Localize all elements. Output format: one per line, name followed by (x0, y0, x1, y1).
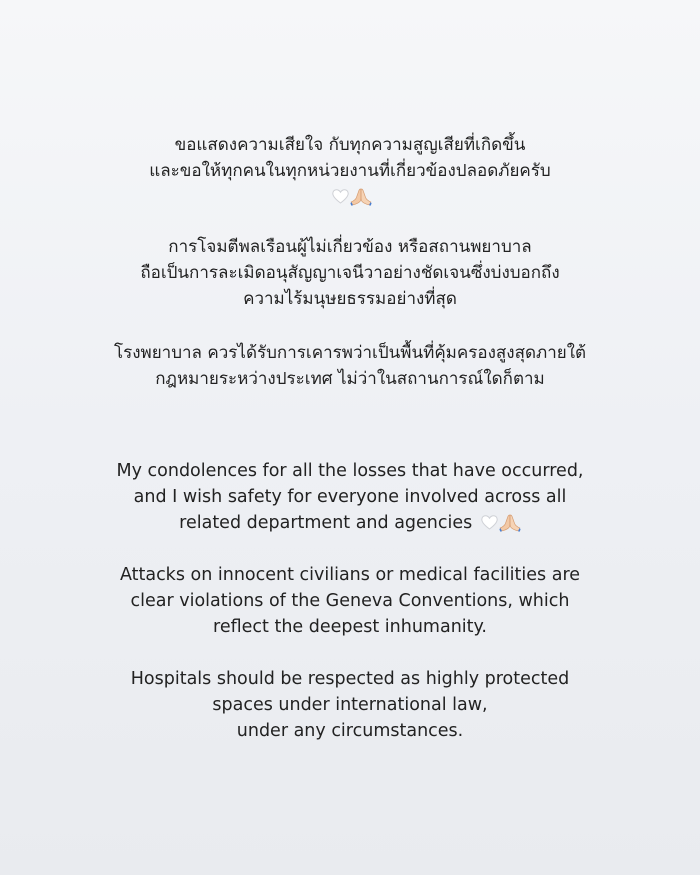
english-line: reflect the deepest inhumanity. (213, 617, 487, 637)
english-line: spaces under international law, (212, 695, 488, 715)
white-heart-icon (481, 515, 498, 530)
praying-hands-icon (499, 514, 521, 532)
thai-paragraph-attacks (0, 234, 700, 312)
english-line: Hospitals should be respected as highly protected (130, 669, 570, 689)
thai-line: กฎหมายระหว่างประเทศ ไม่ว่าในสถานการณ์ใดก็ตาม (155, 369, 545, 389)
english-line: clear violations of the Geneva Conventions, which (130, 591, 570, 611)
english-paragraph-condolences (0, 458, 700, 536)
thai-paragraph-condolences (0, 132, 700, 210)
thai-line: ถือเป็นการละเมิดอนุสัญญาเจนีวาอย่างชัดเจนซึ่งบ่งบอกถึง (140, 263, 560, 283)
white-heart-icon (332, 189, 349, 204)
english-line-with-emoji (0, 510, 700, 536)
thai-line: และขอให้ทุกคนในทุกหน่วยงานที่เกี่ยวข้องปลอดภัยครับ (149, 161, 551, 181)
praying-hands-icon (350, 188, 372, 206)
thai-paragraph-hospitals (0, 340, 700, 392)
english-line: related department and agencies (179, 513, 473, 533)
english-paragraph-hospitals (0, 666, 700, 744)
heart-pray-emoji (481, 514, 521, 532)
english-line: and I wish safety for everyone involved across all (133, 487, 567, 507)
thai-line: การโจมตีพลเรือนผู้ไม่เกี่ยวข้อง หรือสถานพยาบาล (168, 237, 532, 257)
english-line: My condolences for all the losses that have occurred, (116, 461, 584, 481)
thai-line: ขอแสดงความเสียใจ กับทุกความสูญเสียที่เกิดขึ้น (174, 135, 526, 155)
english-line: under any circumstances. (236, 721, 464, 741)
emoji-group (0, 184, 700, 210)
thai-line: โรงพยาบาล ควรได้รับการเคารพว่าเป็นพื้นที่คุ้มครองสูงสุดภายใต้ (113, 343, 587, 363)
thai-line: ความไร้มนุษยธรรมอย่างที่สุด (243, 289, 457, 309)
heart-pray-emoji (332, 188, 372, 206)
english-line: Attacks on innocent civilians or medical facilities are (119, 565, 581, 585)
english-paragraph-attacks (0, 562, 700, 640)
